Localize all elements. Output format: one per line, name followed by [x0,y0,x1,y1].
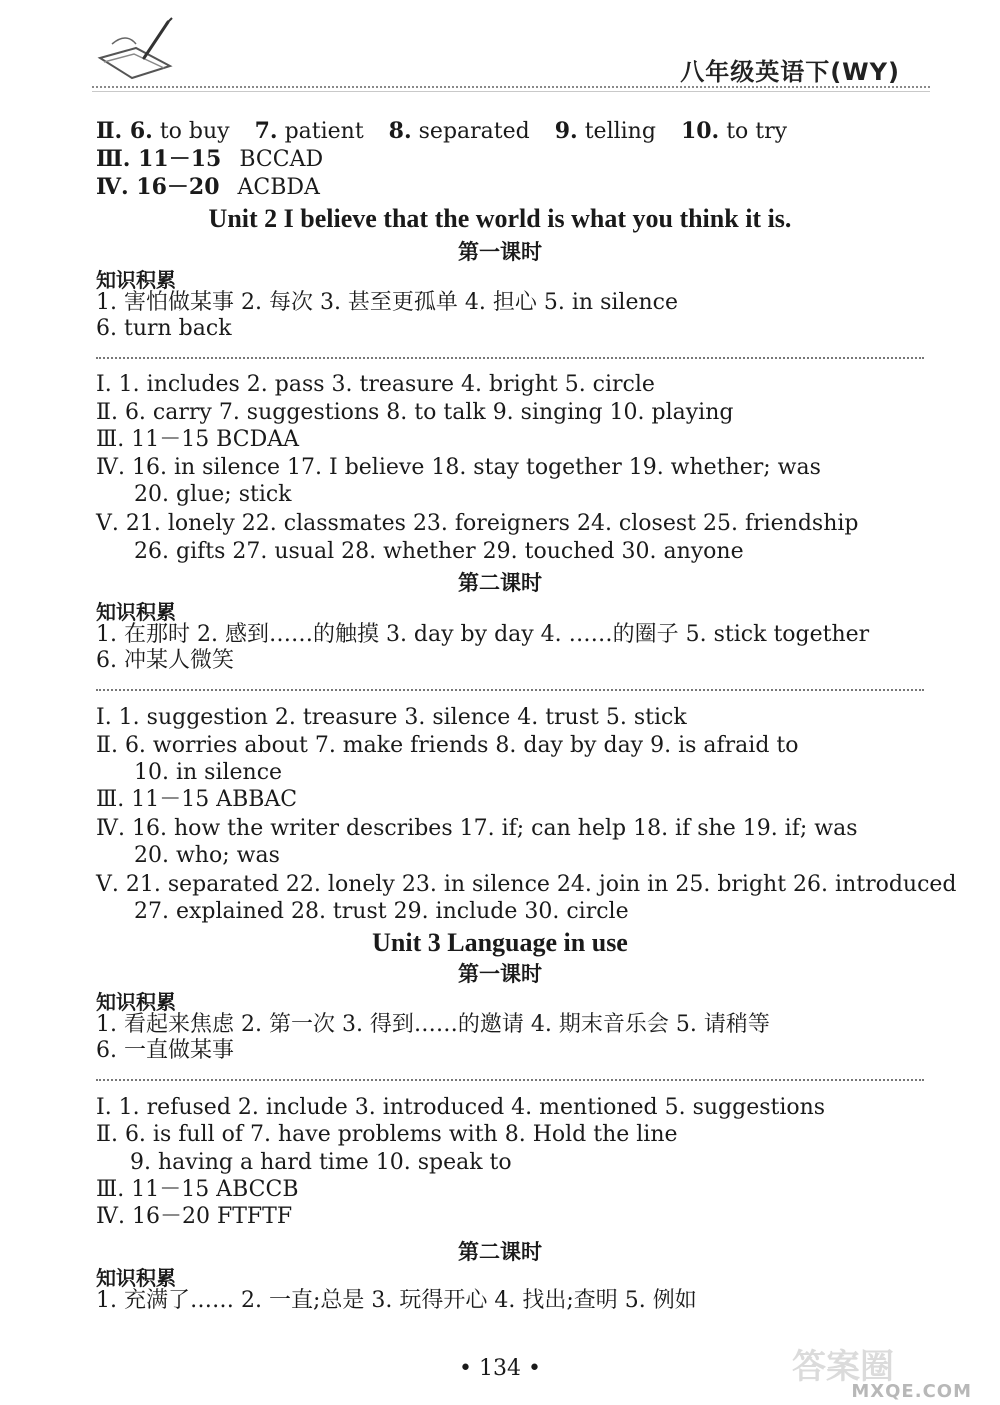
unit-3-heading: Unit 3 Language in use [372,928,628,957]
knowledge-line: 6. 冲某人微笑 [96,648,234,673]
answer-line: Ⅲ. 11－15 ABBAC [96,787,298,812]
knowledge-line: 1. 在那时 2. 感到……的触摸 3. day by day 4. ……的圈子 5. stick together [96,622,870,647]
answer-line: Ⅰ. 1. suggestion 2. treasure 3. silence 4. trust 5. stick [96,705,687,730]
knowledge-line: 1. 充满了…… 2. 一直;总是 3. 玩得开心 4. 找出;查明 5. 例如 [96,1288,697,1313]
answer-line: Ⅴ. 21. separated 22. lonely 23. in silence 24. join in 25. bright 26. introduced [96,872,957,897]
knowledge-line: 6. turn back [96,316,232,341]
answer-line: Ⅱ. 6. worries about 7. make friends 8. day by day 9. is afraid to [96,733,799,758]
book-title: 八年级英语下(WY) [680,58,900,86]
answer-line: Ⅱ. 6. is full of 7. have problems with 8. Hold the line [96,1122,678,1147]
answer-line: Ⅲ. 11－15 ABCCB [96,1177,299,1202]
lesson-heading: 第二课时 [458,1240,542,1264]
answer-line: Ⅳ. 16. how the writer describes 17. if; can help 18. if she 19. if; was [96,816,858,841]
knowledge-heading: 知识积累 [96,600,176,624]
answer-line: 26. gifts 27. usual 28. whether 29. touched 30. anyone [134,539,744,564]
answer-line: 20. who; was [134,843,280,868]
answer-line: Ⅲ. 11－15 BCDAA [96,427,300,452]
dotted-divider [96,1079,924,1081]
answer-line: Ⅳ. 16. in silence 17. I believe 18. stay together 19. whether; was [96,455,821,480]
knowledge-heading: 知识积累 [96,268,176,292]
lesson-heading: 第一课时 [458,962,542,986]
answer-line: Ⅳ. 16－20 FTFTF [96,1204,293,1229]
answer-line: Ⅱ. 6. carry 7. suggestions 8. to talk 9. singing 10. playing [96,400,734,425]
dotted-divider [96,357,924,359]
answer-line: Ⅳ. 16－20 ACBDA [96,174,320,200]
knowledge-line: 1. 害怕做某事 2. 每次 3. 甚至更孤单 4. 担心 5. in silence [96,290,678,315]
answer-line: Ⅲ. 11－15 BCCAD [96,146,324,172]
answer-line: Ⅰ. 1. includes 2. pass 3. treasure 4. bright 5. circle [96,372,655,397]
answer-line: 10. in silence [134,760,283,785]
watermark-text: MXQE.COM [851,1381,972,1402]
page-number: • 134 • [459,1356,541,1381]
knowledge-line: 6. 一直做某事 [96,1038,234,1063]
svg-text:答案圈: 答案圈 [792,1347,894,1387]
answer-line: Ⅴ. 21. lonely 22. classmates 23. foreigners 24. closest 25. friendship [96,511,859,536]
answer-line: 27. explained 28. trust 29. include 30. circle [134,899,629,924]
answer-line: Ⅰ. 1. refused 2. include 3. introduced 4. mentioned 5. suggestions [96,1095,826,1120]
dotted-divider [96,689,924,691]
answer-line: 9. having a hard time 10. speak to [130,1150,512,1175]
answer-line: 20. glue; stick [134,482,292,507]
knowledge-line: 1. 看起来焦虑 2. 第一次 3. 得到……的邀请 4. 期末音乐会 5. 请稍等 [96,1012,770,1037]
knowledge-heading: 知识积累 [96,990,176,1014]
lesson-heading: 第一课时 [458,240,542,264]
unit-2-heading: Unit 2 I believe that the world is what you think it is. [208,204,792,233]
lesson-heading: 第二课时 [458,571,542,595]
knowledge-heading: 知识积累 [96,1266,176,1290]
answer-line: Ⅱ. 6. to buy 7. patient 8. separated 9. telling 10. to try [96,118,788,144]
